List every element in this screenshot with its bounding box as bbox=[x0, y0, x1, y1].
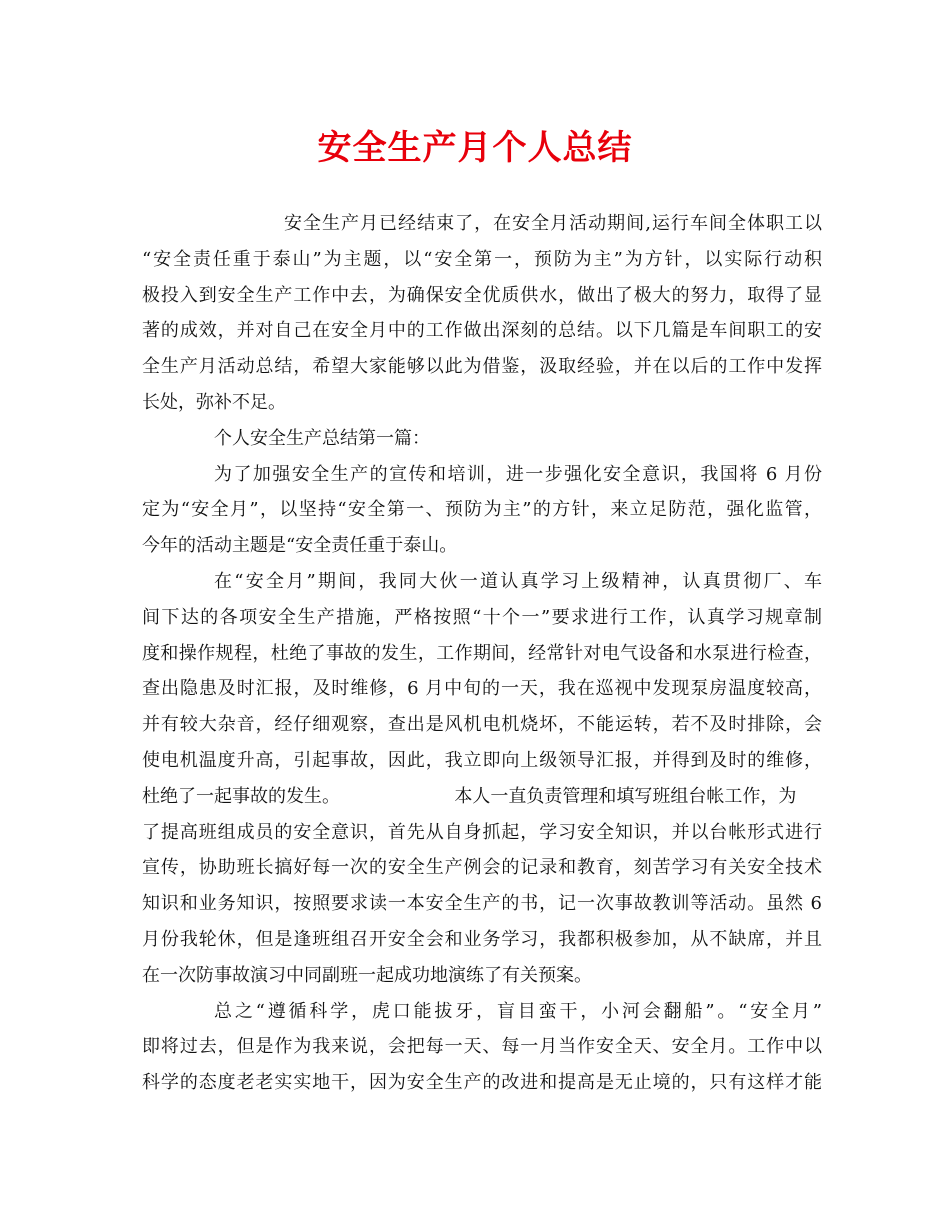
paragraph-line: 月份我轮休，但是逢班组召开安全会和业务学习，我都积极参加，从不缺席，并且 bbox=[142, 928, 822, 950]
paragraph-line: 并有较大杂音，经仔细观察，查出是风机电机烧坏，不能运转，若不及时排除，会 bbox=[142, 714, 822, 736]
paragraph-line: 使电机温度升高，引起事故，因此，我立即向上级领导汇报，并得到及时的维修， bbox=[142, 749, 822, 771]
paragraph-line: 了提高班组成员的安全意识，首先从自身抓起，学习安全知识，并以台帐形式进行 bbox=[142, 821, 822, 843]
paragraph-line: 在“安全月”期间，我同大伙一道认真学习上级精神，认真贯彻厂、车 bbox=[214, 570, 822, 592]
paragraph-line: 度和操作规程，杜绝了事故的发生，工作期间，经常针对电气设备和水泵进行检查， bbox=[142, 642, 822, 664]
paragraph-line: 长处，弥补不足。 bbox=[142, 391, 286, 413]
paragraph-line: 著的成效，并对自己在安全月中的工作做出深刻的总结。以下几篇是车间职工的安 bbox=[142, 320, 822, 342]
paragraph-line: 知识和业务知识，按照要求读一本安全生产的书，记一次事故教训等活动。虽然 6 bbox=[142, 893, 822, 915]
paragraph-line: 定为“安全月”，以坚持“安全第一、预防为主”的方针，来立足防范，强化监管， bbox=[142, 499, 822, 521]
paragraph-line: “安全责任重于泰山”为主题，以“安全第一，预防为主”为方针，以实际行动积 bbox=[142, 248, 822, 270]
paragraph-line: 为了加强安全生产的宣传和培训，进一步强化安全意识，我国将 6 月份 bbox=[214, 463, 822, 485]
paragraph-line: 全生产月活动总结，希望大家能够以此为借鉴，汲取经验，并在以后的工作中发挥 bbox=[142, 356, 822, 378]
document-title: 安全生产月个人总结 bbox=[317, 128, 633, 168]
paragraph-line: 安全生产月已经结束了，在安全月活动期间,运行车间全体职工以 bbox=[284, 213, 822, 234]
document-body bbox=[142, 206, 822, 1101]
paragraph-line: 极投入到安全生产工作中去，为确保安全优质供水，做出了极大的努力，取得了显 bbox=[142, 284, 822, 306]
paragraph-line: 间下达的各项安全生产措施，严格按照“十个一”要求进行工作，认真学习规章制 bbox=[142, 606, 822, 628]
paragraph-line: 查出隐患及时汇报，及时维修，6 月中旬的一天，我在巡视中发现泵房温度较高， bbox=[142, 678, 822, 700]
section-heading: 个人安全生产总结第一篇： bbox=[214, 427, 430, 449]
paragraph-line: 总之“遵循科学，虎口能拔牙，盲目蛮干，小河会翻船”。“安全月” bbox=[214, 1000, 822, 1022]
paragraph-line: 宣传，协助班长搞好每一次的安全生产例会的记录和教育，刻苦学习有关安全技术 bbox=[142, 857, 822, 879]
paragraph-line: 杜绝了一起事故的发生。 本人一直负责管理和填写班组台帐工作，为 bbox=[142, 785, 797, 807]
paragraph-line: 科学的态度老老实实地干，因为安全生产的改进和提高是无止境的，只有这样才能 bbox=[142, 1072, 822, 1094]
paragraph-line: 在一次防事故演习中同副班一起成功地演练了有关预案。 bbox=[142, 964, 592, 986]
paragraph-line: 即将过去，但是作为我来说，会把每一天、每一月当作安全天、安全月。工作中以 bbox=[142, 1036, 822, 1058]
paragraph-line: 今年的活动主题是“安全责任重于泰山。 bbox=[142, 535, 458, 557]
